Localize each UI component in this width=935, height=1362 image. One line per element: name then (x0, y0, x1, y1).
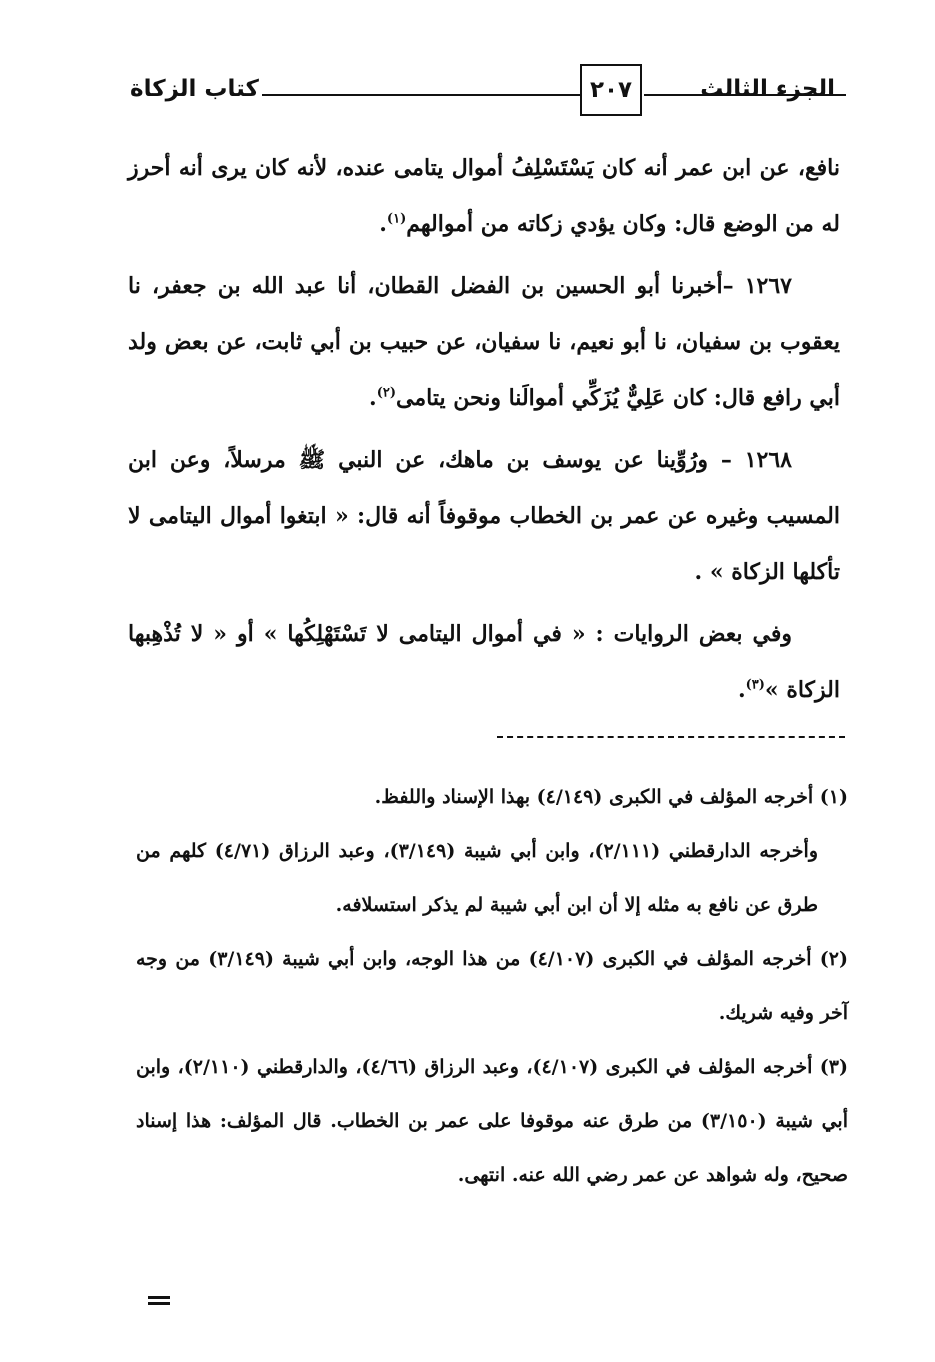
footnote-ref-2: (٢) (376, 385, 396, 401)
end-mark (148, 1296, 170, 1305)
paragraph-1-text: نافع، عن ابن عمر أنه كان يَسْتَسْلِفُ أموال يتامى عنده، لأنه كان يرى أنه أحرز له من الوضع قال: وكان يؤدي زكاته من أموالهم (128, 155, 840, 237)
page-number: ٢٠٧ (589, 77, 633, 103)
header-rule-left (262, 94, 580, 96)
main-text (128, 140, 840, 724)
page-number-box (580, 64, 642, 116)
footnote-3: (٣) أخرجه المؤلف في الكبرى (٤/١٠٧)، وعبد الرزاق (٤/٦٦)، والدارقطني (٢/١١٠)، وابن أبي شيبة (٣/١٥٠) من طرق عنه موقوفا على عمر بن الخطاب. قال المؤلف: هذا إسناد صحيح، وله شواهد عن عمر رضي الله عنه. انتهى. (136, 1056, 849, 1186)
hadith-1267-text: ١٢٦٧ –أخبرنا أبو الحسين بن الفضل القطان، أنا عبد الله بن جعفر، نا يعقوب بن سفيان، نا أبو نعيم، نا سفيان، عن حبيب بن أبي ثابت، عن بعض ولد أبي رافع قال: كان عَلِيٌّ يُزَكِّي أموالَنا ونحن يتامى (128, 273, 840, 411)
paragraph-1: نافع، عن ابن عمر أنه كان يَسْتَسْلِفُ أموال يتامى عنده، لأنه كان يرى أنه أحرز له من الوضع قال: وكان يؤدي زكاته من أموالهم$^{(١)}$. (128, 155, 840, 237)
hadith-1267: ١٢٦٧ –أخبرنا أبو الحسين بن الفضل القطان، أنا عبد الله بن جعفر، نا يعقوب بن سفيان، نا أبو نعيم، نا سفيان، عن حبيب بن أبي ثابت، عن بعض ولد أبي رافع قال: كان عَلِيٌّ يُزَكِّي أموالَنا ونحن يتامى$^{(٢)}$. (128, 273, 840, 411)
hadith-1268-text: ١٢٦٨ – ورُوِّينا عن يوسف بن ماهك، عن النبي ﷺ مرسلاً، وعن ابن المسيب وغيره عن عمر بن الخطاب موقوفاً أنه قال: « ابتغوا أموال اليتامى لا تأكلها الزكاة » . (128, 447, 840, 585)
footnote-ref-3: (٣) (745, 677, 765, 693)
footnotes (136, 770, 848, 1202)
footnote-separator (497, 736, 845, 738)
volume-title: الجزء الثالث (700, 76, 835, 102)
footnote-2: (٢) أخرجه المؤلف في الكبرى (٤/١٠٧) من هذا الوجه، وابن أبي شيبة (٣/١٤٩) من وجه آخر وفيه شريك. (136, 948, 849, 1024)
page-header (130, 64, 835, 120)
chapter-title: كتاب الزكاة (130, 76, 259, 102)
footnote-1: (١) أخرجه المؤلف في الكبرى (٤/١٤٩) بهذا الإسناد واللفظ. (374, 786, 848, 808)
paragraph-4: وفي بعض الروايات : « في أموال اليتامى لا تَسْتَهْلِكُها » أو « لا تُذْهِبها الزكاة »$^{(٣)}$. (128, 621, 840, 703)
footnote-1-continued: وأخرجه الدارقطني (٢/١١١)، وابن أبي شيبة (٣/١٤٩)، وعبد الرزاق (٤/٧١) كلهم من طرق عن نافع به مثله إلا أن ابن أبي شيبة لم يذكر استسلافه. (136, 840, 818, 916)
footnote-ref-1: (١) (386, 211, 407, 227)
hadith-1268 (128, 432, 840, 600)
paragraph-4-text: وفي بعض الروايات : « في أموال اليتامى لا تَسْتَهْلِكُها » أو « لا تُذْهِبها الزكاة » (128, 621, 840, 703)
